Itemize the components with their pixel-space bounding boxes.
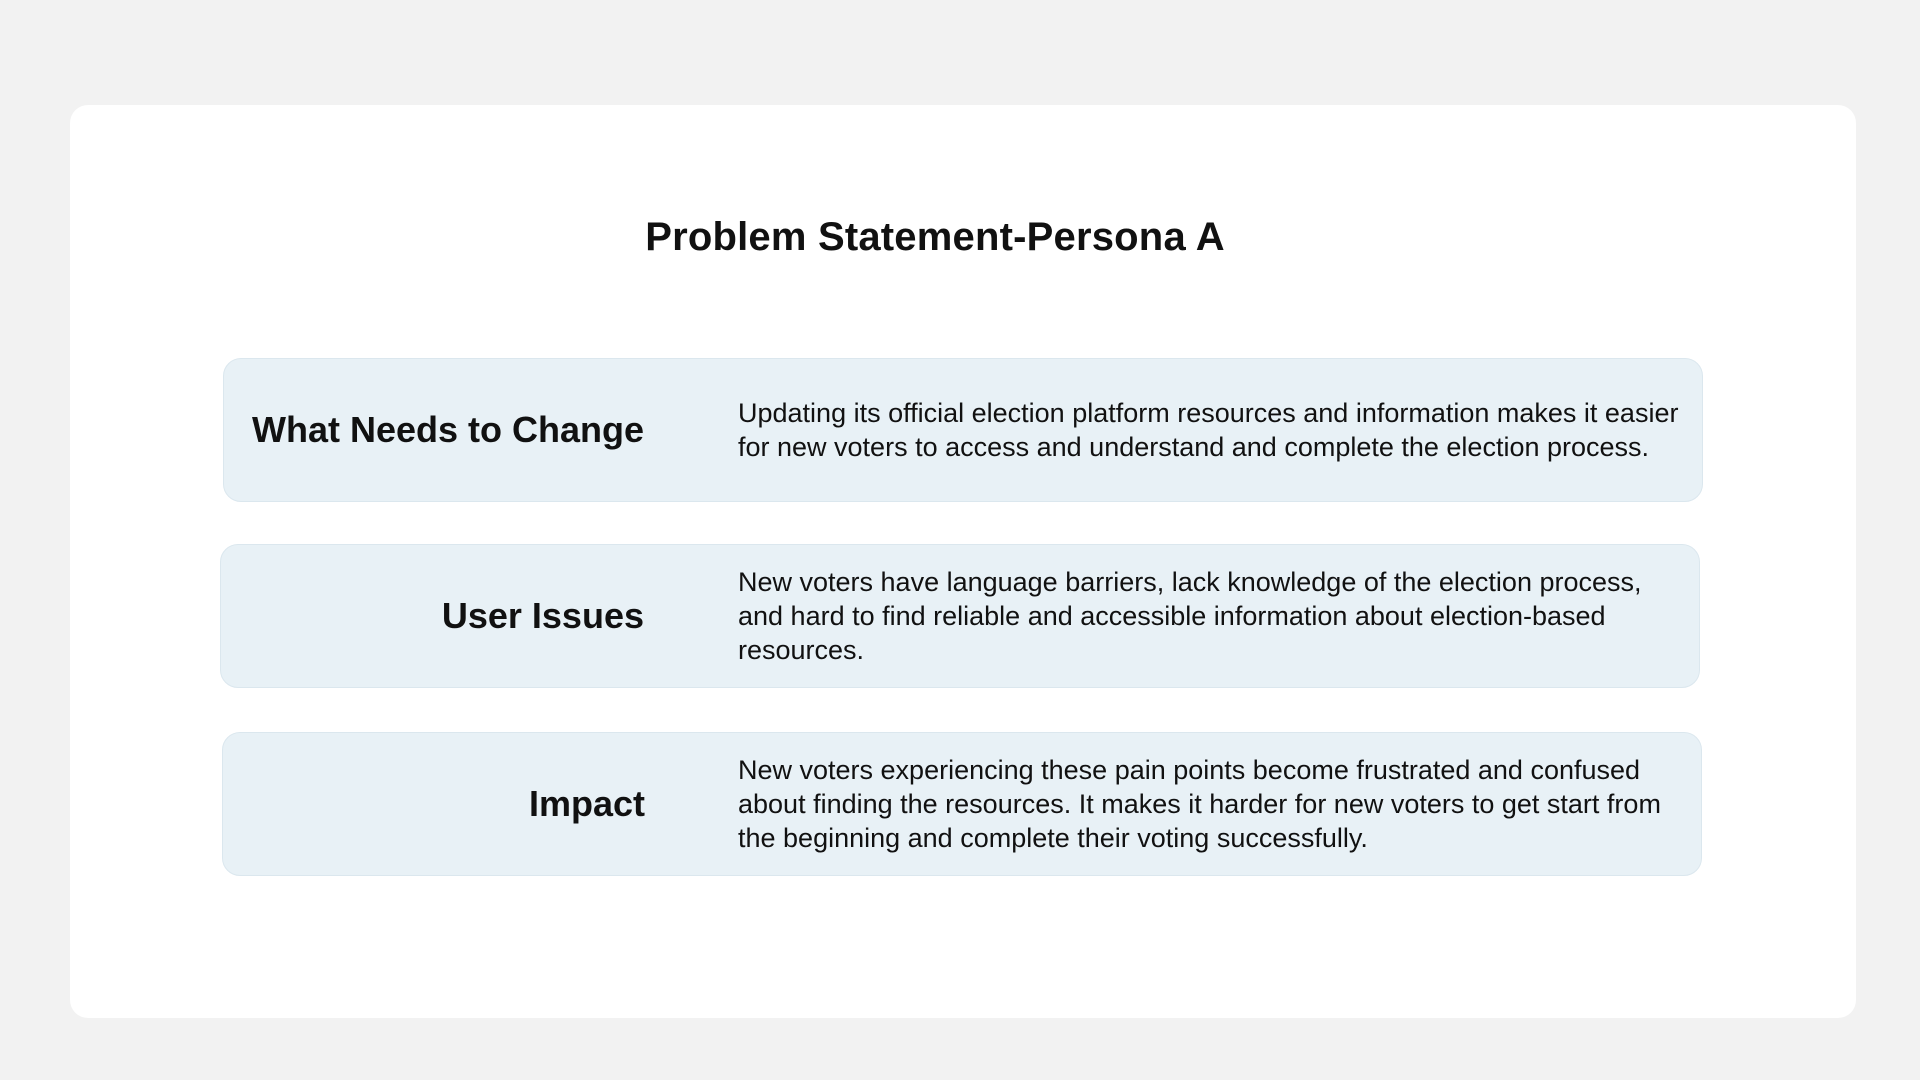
problem-row-impact bbox=[222, 732, 1702, 876]
row-description: New voters have language barriers, lack knowledge of the election process, and hard to find reliable and accessible information about election-based resources. bbox=[738, 567, 1642, 665]
row-description: New voters experiencing these pain points become frustrated and confused about finding the resources. It makes it harder for new voters to get start from the beginning and complete their voting successfully. bbox=[738, 755, 1661, 853]
problem-row-what-needs-to-change bbox=[223, 358, 1703, 502]
row-label: Impact bbox=[528, 783, 645, 824]
row-label: What Needs to Change bbox=[252, 409, 645, 450]
row-label: User Issues bbox=[441, 595, 644, 636]
row-description: Updating its official election platform resources and information makes it easier for new voters to access and understand and complete the election process. bbox=[738, 398, 1679, 462]
problem-row-user-issues bbox=[220, 544, 1700, 688]
page-title: Problem Statement-Persona A bbox=[645, 215, 1225, 259]
